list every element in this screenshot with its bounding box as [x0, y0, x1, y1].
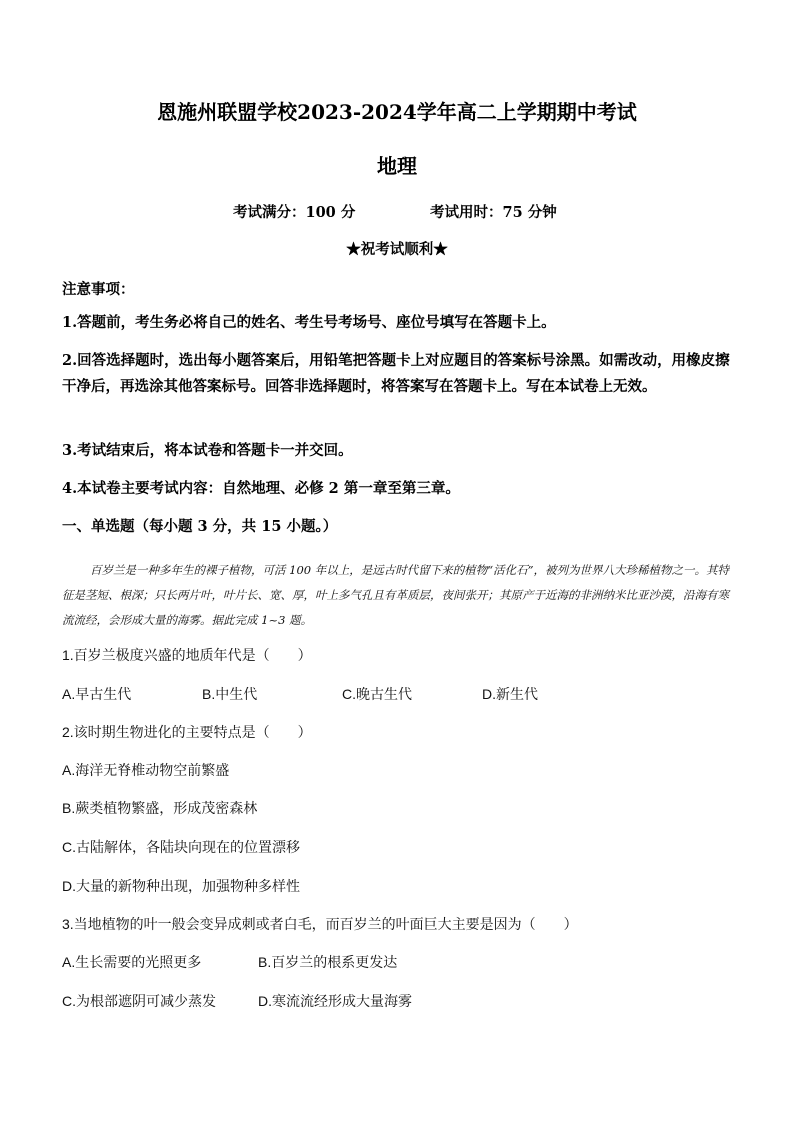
- exam-title: 恩施州联盟学校2023-2024学年高二上学期期中考试: [157, 100, 637, 124]
- passage-text: 百岁兰是一种多年生的裸子植物，可活 100 年以上，是远古时代留下来的植物“活化石”，被列为世界八大珍稀植物之一。其特征是茎短、根深；只长两片叶，叶片长、宽、厚，叶上多气孔且有革质层，夜间张开；其原产于近海的非洲纳米比亚沙漠，沿海有寒流流经，会形成大量的海雾。据此完成 1~3 题。: [62, 563, 730, 627]
- subject-title: 地理: [377, 154, 417, 178]
- notice-item-1: 1.答题前，考生务必将自己的姓名、考生号考场号、座位号填写在答题卡上。: [62, 314, 556, 331]
- notice-item-4: 4.本试卷主要考试内容：自然地理、必修 2 第一章至第三章。: [62, 480, 460, 497]
- question-2-stem: 2.该时期生物进化的主要特点是（ ）: [62, 724, 312, 740]
- q3-option-d: D.寒流流经形成大量海雾: [258, 993, 412, 1009]
- section-title: 一、单选题（每小题 3 分，共 15 小题。）: [62, 518, 338, 535]
- reading-passage: [62, 558, 738, 633]
- q2-option-c: C.古陆解体，各陆块向现在的位置漂移: [62, 839, 300, 855]
- q1-option-b: B.中生代: [202, 686, 258, 702]
- q1-option-d: D.新生代: [482, 686, 538, 702]
- q3-option-b: B.百岁兰的根系更发达: [258, 954, 398, 970]
- good-luck-line: ★祝考试顺利★: [346, 241, 448, 258]
- q1-option-c: C.晚古生代: [342, 686, 412, 702]
- q3-option-a: A.生长需要的光照更多: [62, 954, 202, 970]
- notice-item-3: 3.考试结束后，将本试卷和答题卡一并交回。: [62, 442, 353, 459]
- q2-option-d: D.大量的新物种出现，加强物种多样性: [62, 878, 300, 894]
- q3-option-c: C.为根部遮阴可减少蒸发: [62, 993, 216, 1009]
- q1-option-a: A.早古生代: [62, 686, 132, 702]
- notice-heading: 注意事项：: [62, 281, 135, 298]
- question-3-stem: 3.当地植物的叶一般会变异成刺或者白毛，而百岁兰的叶面巨大主要是因为（ ）: [62, 916, 578, 932]
- q2-option-a: A.海洋无脊椎动物空前繁盛: [62, 762, 230, 778]
- question-1-stem: 1.百岁兰极度兴盛的地质年代是（ ）: [62, 647, 312, 663]
- full-score: 考试满分：100 分: [233, 204, 356, 221]
- q2-option-b: B.蕨类植物繁盛，形成茂密森林: [62, 800, 258, 816]
- notice-item-2: 2.回答选择题时，选出每小题答案后，用铅笔把答题卡上对应题目的答案标号涂黑。如需改动，用橡皮擦干净后，再选涂其他答案标号。回答非选择题时，将答案写在答题卡上。写在本试卷上无效。: [62, 352, 730, 395]
- exam-duration: 考试用时：75 分钟: [430, 204, 557, 221]
